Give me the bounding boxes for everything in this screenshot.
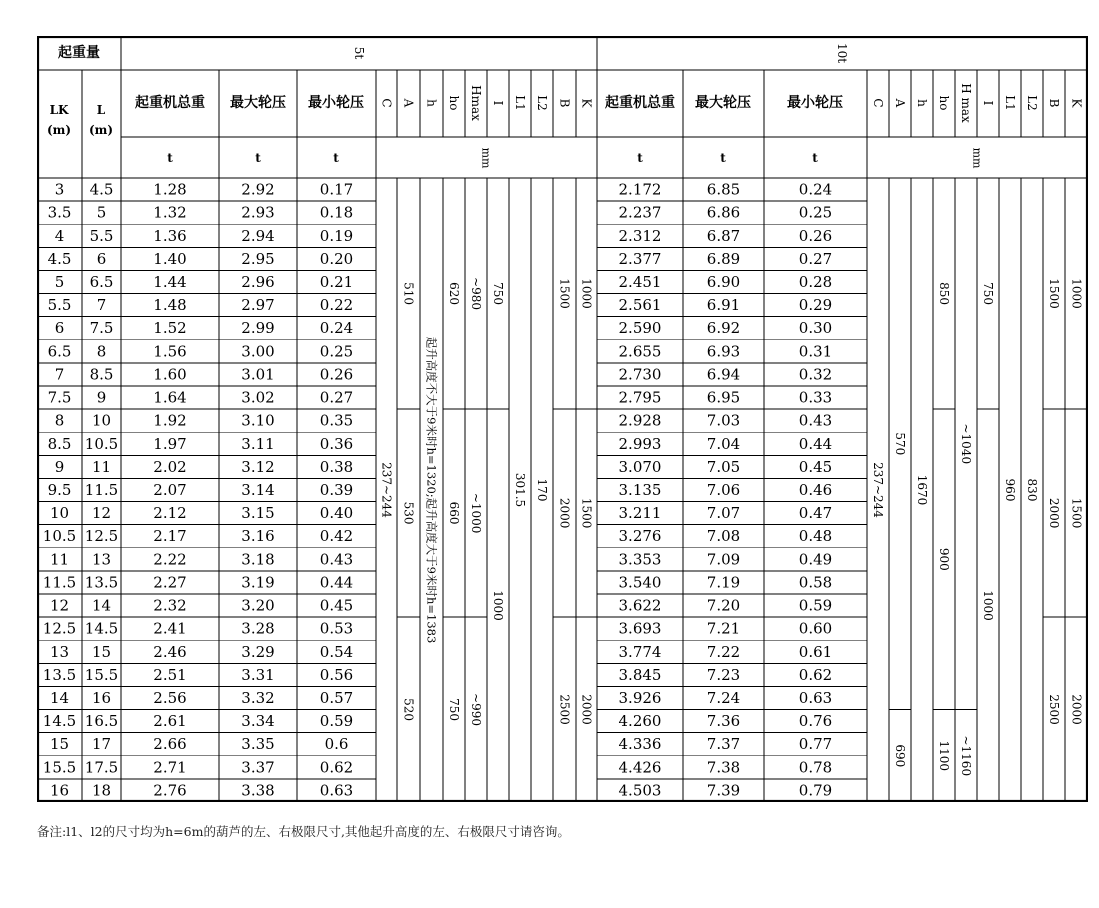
cell-min-wheel: 0.21 bbox=[319, 273, 354, 291]
cell-min-wheel: 0.56 bbox=[319, 665, 354, 684]
col-dim-10t-hmax: H max bbox=[959, 83, 973, 123]
cell-min-wheel-10t: 0.25 bbox=[798, 203, 833, 222]
dim-value-col4: ~1000 bbox=[469, 492, 483, 534]
dim-value-col15: 1000 bbox=[981, 590, 995, 621]
col-max-wheel: 最大轮压 bbox=[230, 95, 286, 111]
cell-l: 5 bbox=[96, 203, 107, 222]
col-dim-hmax: Hmax bbox=[469, 85, 483, 121]
cell-total-weight: 1.97 bbox=[153, 434, 187, 453]
cell-min-wheel: 0.6 bbox=[324, 735, 349, 754]
cell-lk: 7.5 bbox=[47, 388, 72, 407]
col-dim-10t-h: h bbox=[915, 99, 929, 107]
load-10t: 10t bbox=[835, 42, 849, 64]
cell-l: 8.5 bbox=[89, 365, 114, 384]
dim-value-col13: 900 bbox=[937, 547, 951, 571]
unit-t: t bbox=[720, 151, 726, 165]
unit-t: t bbox=[255, 151, 261, 165]
cell-l: 16.5 bbox=[84, 712, 119, 731]
cell-l: 14 bbox=[91, 596, 112, 615]
cell-lk: 9.5 bbox=[47, 481, 72, 499]
cell-lk: 16 bbox=[49, 781, 70, 800]
col-lk: LK bbox=[49, 103, 69, 117]
cell-max-wheel: 3.16 bbox=[241, 527, 275, 546]
cell-lk: 3.5 bbox=[47, 203, 72, 222]
cell-l: 4.5 bbox=[89, 180, 114, 199]
cell-total-weight-10t: 2.928 bbox=[618, 411, 662, 430]
dim-value-col19: 2000 bbox=[1069, 694, 1084, 725]
cell-l: 16 bbox=[91, 689, 112, 707]
col-dim-a: A bbox=[401, 98, 416, 108]
cell-min-wheel: 0.24 bbox=[319, 319, 354, 338]
cell-min-wheel: 0.39 bbox=[319, 481, 354, 499]
cell-total-weight-10t: 4.426 bbox=[618, 758, 662, 777]
col-l-unit: (m) bbox=[88, 123, 114, 137]
cell-total-weight: 2.61 bbox=[153, 712, 187, 731]
cell-min-wheel-10t: 0.48 bbox=[798, 527, 833, 546]
cell-max-wheel-10t: 6.87 bbox=[706, 226, 741, 245]
cell-total-weight: 2.71 bbox=[153, 758, 187, 777]
cell-max-wheel: 2.96 bbox=[241, 273, 275, 291]
cell-max-wheel: 3.32 bbox=[241, 689, 275, 707]
cell-total-weight-10t: 2.172 bbox=[618, 180, 662, 199]
dim-value-col14: ~1160 bbox=[959, 735, 973, 777]
cell-total-weight: 2.22 bbox=[153, 550, 187, 569]
col-dim-10t-i: I bbox=[981, 100, 995, 106]
cell-max-wheel: 3.37 bbox=[241, 758, 275, 777]
cell-lk: 4.5 bbox=[47, 249, 72, 268]
dim-value-col4: ~990 bbox=[469, 693, 483, 727]
cell-l: 15 bbox=[91, 642, 112, 661]
cell-min-wheel: 0.53 bbox=[319, 619, 354, 638]
col-dim-l2: L2 bbox=[535, 95, 549, 111]
cell-max-wheel-10t: 6.90 bbox=[706, 273, 741, 291]
dim-value-col6: 301.5 bbox=[513, 472, 527, 508]
cell-l: 5.5 bbox=[89, 226, 114, 245]
cell-min-wheel-10t: 0.47 bbox=[798, 504, 833, 523]
cell-max-wheel: 3.35 bbox=[241, 735, 275, 754]
cell-max-wheel-10t: 7.07 bbox=[706, 504, 741, 523]
cell-min-wheel-10t: 0.32 bbox=[798, 365, 833, 384]
cell-max-wheel-10t: 6.94 bbox=[706, 365, 741, 384]
dim-value-col2: 起升高度不大于9米时h=1320;起升高度大于9米时h=1383 bbox=[424, 336, 439, 644]
unit-t: t bbox=[167, 151, 173, 165]
cell-max-wheel: 3.14 bbox=[241, 481, 275, 499]
cell-min-wheel: 0.38 bbox=[319, 457, 354, 476]
cell-total-weight-10t: 2.377 bbox=[618, 249, 662, 268]
cell-total-weight-10t: 3.135 bbox=[618, 481, 662, 499]
cell-min-wheel: 0.43 bbox=[319, 550, 354, 569]
cell-min-wheel-10t: 0.58 bbox=[798, 573, 833, 592]
cell-lk: 4 bbox=[54, 226, 65, 245]
cell-total-weight-10t: 3.774 bbox=[618, 642, 662, 661]
cell-total-weight-10t: 3.353 bbox=[618, 550, 662, 569]
cell-total-weight: 2.66 bbox=[153, 735, 187, 754]
cell-max-wheel-10t: 6.91 bbox=[706, 296, 741, 315]
dim-value-col8: 2500 bbox=[557, 694, 572, 725]
cell-l: 12.5 bbox=[84, 527, 119, 546]
dim-value-col8: 1500 bbox=[557, 278, 572, 309]
cell-max-wheel-10t: 7.24 bbox=[706, 689, 741, 707]
cell-max-wheel-10t: 7.38 bbox=[706, 758, 741, 777]
cell-l: 6 bbox=[96, 249, 107, 268]
dim-value-col11: 570 bbox=[893, 432, 907, 456]
dim-value-col18: 2000 bbox=[1047, 497, 1061, 529]
cell-max-wheel-10t: 6.93 bbox=[706, 342, 741, 361]
cell-total-weight-10t: 3.622 bbox=[618, 596, 662, 615]
cell-min-wheel: 0.59 bbox=[319, 712, 354, 731]
unit-mm: mm bbox=[479, 147, 493, 169]
cell-max-wheel: 3.15 bbox=[241, 504, 275, 523]
cell-total-weight-10t: 4.503 bbox=[618, 781, 662, 800]
cell-l: 10.5 bbox=[84, 434, 119, 453]
cell-lk: 7 bbox=[54, 365, 65, 384]
dim-value-col19: 1500 bbox=[1069, 497, 1084, 529]
cell-max-wheel-10t: 7.20 bbox=[706, 596, 741, 615]
cell-max-wheel-10t: 7.37 bbox=[706, 735, 741, 754]
cell-max-wheel: 3.34 bbox=[241, 712, 275, 731]
cell-min-wheel: 0.42 bbox=[319, 527, 354, 546]
dim-value-col1: 530 bbox=[401, 501, 416, 525]
dim-value-col15: 750 bbox=[981, 282, 995, 306]
dim-value-col3: 660 bbox=[447, 501, 461, 525]
cell-max-wheel: 3.10 bbox=[241, 411, 275, 430]
cell-min-wheel-10t: 0.76 bbox=[798, 712, 833, 731]
cell-min-wheel-10t: 0.63 bbox=[798, 689, 833, 707]
footnote: 备注:l1、l2的尺寸均为h=6m的葫芦的左、右极限尺寸,其他起升高度的左、右极限尺寸请咨询。 bbox=[37, 824, 570, 839]
cell-max-wheel-10t: 7.19 bbox=[706, 573, 741, 592]
cell-l: 18 bbox=[91, 781, 112, 800]
dim-value-col16: 960 bbox=[1003, 478, 1017, 502]
dim-value-col13: 850 bbox=[937, 282, 951, 306]
cell-max-wheel-10t: 7.23 bbox=[706, 665, 741, 684]
unit-t: t bbox=[812, 151, 818, 165]
cell-min-wheel: 0.44 bbox=[319, 573, 354, 592]
cell-max-wheel: 3.01 bbox=[241, 365, 275, 384]
cell-min-wheel-10t: 0.59 bbox=[798, 596, 833, 615]
dim-value-col8: 2000 bbox=[557, 497, 572, 529]
load-5t: 5t bbox=[352, 46, 366, 60]
cell-lk: 6 bbox=[54, 319, 65, 338]
cell-max-wheel: 2.95 bbox=[241, 249, 275, 268]
cell-lk: 13 bbox=[49, 642, 70, 661]
cell-min-wheel-10t: 0.46 bbox=[798, 481, 833, 499]
cell-total-weight-10t: 2.312 bbox=[618, 226, 662, 245]
cell-total-weight-10t: 3.926 bbox=[618, 689, 662, 707]
cell-min-wheel-10t: 0.62 bbox=[798, 665, 833, 684]
cell-l: 11 bbox=[91, 457, 112, 476]
cell-min-wheel-10t: 0.61 bbox=[798, 642, 833, 661]
cell-l: 7 bbox=[96, 296, 107, 315]
cell-max-wheel-10t: 7.09 bbox=[706, 550, 741, 569]
col-l: L bbox=[96, 103, 106, 117]
cell-total-weight-10t: 3.693 bbox=[618, 619, 662, 638]
col-dim-10t-l2: L2 bbox=[1025, 95, 1039, 111]
cell-l: 17.5 bbox=[84, 758, 119, 777]
cell-max-wheel: 3.02 bbox=[241, 388, 275, 407]
cell-total-weight-10t: 2.730 bbox=[618, 365, 662, 384]
cell-total-weight-10t: 4.260 bbox=[618, 712, 662, 731]
cell-total-weight: 1.64 bbox=[153, 388, 187, 407]
cell-min-wheel: 0.20 bbox=[319, 249, 354, 268]
col-dim-k: K bbox=[579, 98, 594, 108]
cell-max-wheel-10t: 6.92 bbox=[706, 319, 741, 338]
cell-max-wheel: 3.12 bbox=[241, 457, 275, 476]
unit-mm-10t: mm bbox=[970, 147, 984, 169]
cell-min-wheel-10t: 0.77 bbox=[798, 735, 833, 754]
cell-l: 7.5 bbox=[89, 319, 114, 338]
cell-total-weight-10t: 2.590 bbox=[618, 319, 662, 338]
cell-total-weight-10t: 3.540 bbox=[618, 573, 662, 592]
cell-total-weight-10t: 2.561 bbox=[618, 296, 662, 315]
cell-total-weight: 2.56 bbox=[153, 689, 187, 707]
cell-lk: 10.5 bbox=[42, 527, 77, 546]
cell-min-wheel-10t: 0.60 bbox=[798, 619, 833, 638]
cell-max-wheel-10t: 7.21 bbox=[706, 619, 741, 638]
cell-max-wheel: 2.93 bbox=[241, 203, 275, 222]
cell-min-wheel: 0.25 bbox=[319, 342, 354, 361]
col-max-wheel-10t: 最大轮压 bbox=[695, 95, 751, 111]
cell-lk: 14.5 bbox=[42, 712, 77, 731]
cell-min-wheel: 0.54 bbox=[319, 642, 354, 661]
cell-max-wheel-10t: 6.86 bbox=[706, 203, 741, 222]
col-dim-i: I bbox=[491, 100, 505, 106]
cell-min-wheel-10t: 0.26 bbox=[798, 226, 833, 245]
dim-value-col11: 690 bbox=[893, 744, 907, 768]
dim-value-col14: ~1040 bbox=[959, 423, 973, 465]
dim-value-col19: 1000 bbox=[1069, 278, 1084, 309]
cell-total-weight: 1.44 bbox=[153, 273, 187, 291]
cell-lk: 12 bbox=[49, 596, 70, 615]
col-min-wheel-10t: 最小轮压 bbox=[787, 95, 843, 111]
col-dim-b: B bbox=[557, 98, 572, 108]
cell-lk: 11 bbox=[49, 550, 70, 569]
cell-l: 9 bbox=[96, 388, 107, 407]
cell-total-weight: 2.02 bbox=[153, 457, 187, 476]
col-min-wheel: 最小轮压 bbox=[308, 95, 364, 111]
cell-min-wheel: 0.36 bbox=[319, 434, 354, 453]
cell-min-wheel-10t: 0.27 bbox=[798, 249, 833, 268]
cell-max-wheel: 3.19 bbox=[241, 573, 275, 592]
cell-total-weight: 2.27 bbox=[153, 573, 187, 592]
cell-min-wheel: 0.18 bbox=[319, 203, 354, 222]
cell-min-wheel-10t: 0.79 bbox=[798, 781, 833, 800]
cell-total-weight: 2.17 bbox=[153, 527, 187, 546]
cell-max-wheel: 3.20 bbox=[241, 596, 275, 615]
dim-value-col3: 750 bbox=[447, 698, 461, 722]
cell-total-weight: 2.46 bbox=[153, 642, 187, 661]
load-label: 起重量 bbox=[58, 45, 100, 61]
cell-total-weight: 2.41 bbox=[153, 619, 187, 638]
cell-total-weight: 1.56 bbox=[153, 342, 187, 361]
cell-l: 6.5 bbox=[89, 273, 114, 291]
cell-total-weight-10t: 2.993 bbox=[618, 434, 662, 453]
cell-min-wheel-10t: 0.49 bbox=[798, 550, 833, 569]
cell-total-weight: 2.12 bbox=[153, 504, 187, 523]
cell-max-wheel-10t: 6.95 bbox=[706, 388, 741, 407]
cell-max-wheel-10t: 7.08 bbox=[706, 527, 741, 546]
dim-value-col18: 1500 bbox=[1047, 278, 1061, 309]
cell-lk: 5 bbox=[54, 273, 65, 291]
cell-lk: 14 bbox=[49, 689, 70, 707]
cell-max-wheel: 3.18 bbox=[241, 550, 275, 569]
cell-lk: 8.5 bbox=[47, 434, 72, 453]
cell-lk: 10 bbox=[49, 504, 70, 523]
cell-min-wheel-10t: 0.78 bbox=[798, 758, 833, 777]
cell-total-weight: 2.51 bbox=[153, 665, 187, 684]
col-dim-h: h bbox=[424, 99, 439, 107]
cell-min-wheel: 0.45 bbox=[319, 596, 354, 615]
cell-max-wheel: 2.97 bbox=[241, 296, 275, 315]
dim-value-col18: 2500 bbox=[1047, 694, 1061, 725]
cell-min-wheel-10t: 0.45 bbox=[798, 457, 833, 476]
cell-total-weight: 1.52 bbox=[153, 319, 187, 338]
col-total-weight-10t: 起重机总重 bbox=[605, 95, 675, 111]
cell-l: 15.5 bbox=[84, 665, 119, 684]
cell-max-wheel-10t: 7.05 bbox=[706, 457, 741, 476]
cell-min-wheel: 0.35 bbox=[319, 411, 354, 430]
cell-total-weight-10t: 4.336 bbox=[618, 735, 662, 754]
cell-max-wheel: 2.99 bbox=[241, 319, 275, 338]
cell-total-weight-10t: 3.070 bbox=[618, 457, 662, 476]
cell-lk: 11.5 bbox=[42, 573, 77, 592]
dim-value-col0: 237~244 bbox=[379, 462, 394, 518]
cell-l: 8 bbox=[96, 342, 107, 361]
cell-min-wheel-10t: 0.29 bbox=[798, 296, 833, 315]
cell-min-wheel: 0.57 bbox=[319, 689, 354, 707]
cell-max-wheel-10t: 6.85 bbox=[706, 180, 741, 199]
cell-min-wheel: 0.17 bbox=[319, 180, 354, 199]
cell-total-weight-10t: 3.845 bbox=[618, 665, 662, 684]
cell-max-wheel: 3.00 bbox=[241, 342, 275, 361]
cell-total-weight: 1.36 bbox=[153, 226, 187, 245]
cell-min-wheel-10t: 0.28 bbox=[798, 273, 833, 291]
dim-value-col9: 1500 bbox=[579, 497, 594, 529]
crane-spec-table bbox=[37, 36, 1088, 802]
cell-total-weight-10t: 3.276 bbox=[618, 527, 662, 546]
col-dim-10t-k: K bbox=[1069, 98, 1084, 108]
cell-total-weight: 1.60 bbox=[153, 365, 187, 384]
cell-total-weight-10t: 3.211 bbox=[618, 504, 662, 523]
unit-t: t bbox=[333, 151, 339, 165]
cell-max-wheel-10t: 6.89 bbox=[706, 249, 741, 268]
cell-min-wheel: 0.62 bbox=[319, 758, 354, 777]
cell-total-weight: 1.28 bbox=[153, 180, 187, 199]
dim-value-col9: 2000 bbox=[579, 694, 594, 725]
col-dim-ho: ho bbox=[447, 95, 461, 111]
cell-max-wheel: 3.31 bbox=[241, 665, 275, 684]
cell-l: 12 bbox=[91, 504, 112, 523]
cell-l: 14.5 bbox=[84, 619, 119, 638]
cell-min-wheel-10t: 0.24 bbox=[798, 180, 833, 199]
cell-l: 13.5 bbox=[84, 573, 119, 592]
dim-value-col1: 520 bbox=[401, 698, 416, 722]
cell-total-weight-10t: 2.655 bbox=[618, 342, 662, 361]
cell-max-wheel-10t: 7.03 bbox=[706, 411, 741, 430]
cell-total-weight: 2.76 bbox=[153, 781, 187, 800]
cell-lk: 6.5 bbox=[47, 342, 72, 361]
dim-value-col4: ~980 bbox=[469, 277, 483, 311]
cell-min-wheel: 0.63 bbox=[319, 781, 354, 800]
cell-max-wheel-10t: 7.36 bbox=[706, 712, 741, 731]
col-lk-unit: (m) bbox=[46, 123, 72, 137]
col-dim-10t-a: A bbox=[893, 98, 907, 108]
cell-lk: 13.5 bbox=[42, 665, 77, 684]
dim-value-col5: 750 bbox=[491, 282, 505, 306]
col-dim-10t-l1: L1 bbox=[1003, 95, 1017, 111]
cell-max-wheel: 3.28 bbox=[241, 619, 275, 638]
dim-value-col10: 237~244 bbox=[871, 462, 885, 518]
cell-max-wheel-10t: 7.04 bbox=[706, 434, 741, 453]
cell-min-wheel-10t: 0.44 bbox=[798, 434, 833, 453]
cell-min-wheel-10t: 0.33 bbox=[798, 388, 833, 407]
col-total-weight: 起重机总重 bbox=[135, 95, 205, 111]
cell-min-wheel: 0.27 bbox=[319, 388, 354, 407]
cell-max-wheel: 3.11 bbox=[241, 434, 275, 453]
cell-max-wheel-10t: 7.06 bbox=[706, 481, 741, 499]
cell-total-weight-10t: 2.237 bbox=[618, 203, 662, 222]
dim-value-col9: 1000 bbox=[579, 278, 594, 309]
cell-total-weight: 2.32 bbox=[153, 596, 187, 615]
cell-max-wheel: 2.92 bbox=[241, 180, 275, 199]
cell-lk: 15 bbox=[49, 735, 70, 754]
cell-lk: 12.5 bbox=[42, 619, 77, 638]
cell-lk: 8 bbox=[54, 411, 65, 430]
cell-l: 17 bbox=[91, 735, 112, 754]
dim-value-col1: 510 bbox=[401, 282, 416, 306]
cell-max-wheel: 3.29 bbox=[241, 642, 275, 661]
cell-total-weight: 1.40 bbox=[153, 249, 187, 268]
cell-total-weight-10t: 2.795 bbox=[618, 388, 662, 407]
dim-value-col7: 170 bbox=[535, 478, 549, 502]
cell-min-wheel: 0.22 bbox=[319, 296, 354, 315]
cell-total-weight: 2.07 bbox=[153, 481, 187, 499]
cell-total-weight-10t: 2.451 bbox=[618, 273, 662, 291]
cell-total-weight: 1.32 bbox=[153, 203, 187, 222]
dim-value-col12: 1670 bbox=[915, 474, 929, 506]
cell-lk: 3 bbox=[54, 180, 65, 199]
cell-min-wheel-10t: 0.31 bbox=[798, 342, 833, 361]
cell-lk: 5.5 bbox=[47, 296, 72, 315]
cell-lk: 9 bbox=[54, 457, 65, 476]
cell-l: 10 bbox=[91, 411, 112, 430]
col-dim-10t-ho: ho bbox=[937, 95, 951, 111]
unit-t: t bbox=[637, 151, 643, 165]
cell-l: 11.5 bbox=[84, 481, 119, 499]
col-dim-c: C bbox=[379, 98, 394, 108]
dim-value-col13: 1100 bbox=[937, 740, 951, 772]
cell-lk: 15.5 bbox=[42, 758, 77, 777]
cell-min-wheel-10t: 0.43 bbox=[798, 411, 833, 430]
cell-total-weight: 1.92 bbox=[153, 411, 187, 430]
cell-max-wheel-10t: 7.39 bbox=[706, 781, 741, 800]
col-dim-10t-c: C bbox=[871, 98, 885, 108]
cell-max-wheel: 3.38 bbox=[241, 781, 275, 800]
cell-max-wheel-10t: 7.22 bbox=[706, 642, 741, 661]
cell-min-wheel-10t: 0.30 bbox=[798, 319, 833, 338]
cell-total-weight: 1.48 bbox=[153, 296, 187, 315]
dim-value-col5: 1000 bbox=[491, 590, 505, 621]
dim-value-col3: 620 bbox=[447, 282, 461, 306]
cell-min-wheel: 0.19 bbox=[319, 226, 354, 245]
col-dim-10t-b: B bbox=[1047, 98, 1061, 108]
cell-l: 13 bbox=[91, 550, 112, 569]
cell-min-wheel: 0.40 bbox=[319, 504, 354, 523]
cell-max-wheel: 2.94 bbox=[241, 226, 275, 245]
col-dim-l1: L1 bbox=[513, 95, 527, 111]
cell-min-wheel: 0.26 bbox=[319, 365, 354, 384]
dim-value-col17: 830 bbox=[1025, 478, 1039, 502]
